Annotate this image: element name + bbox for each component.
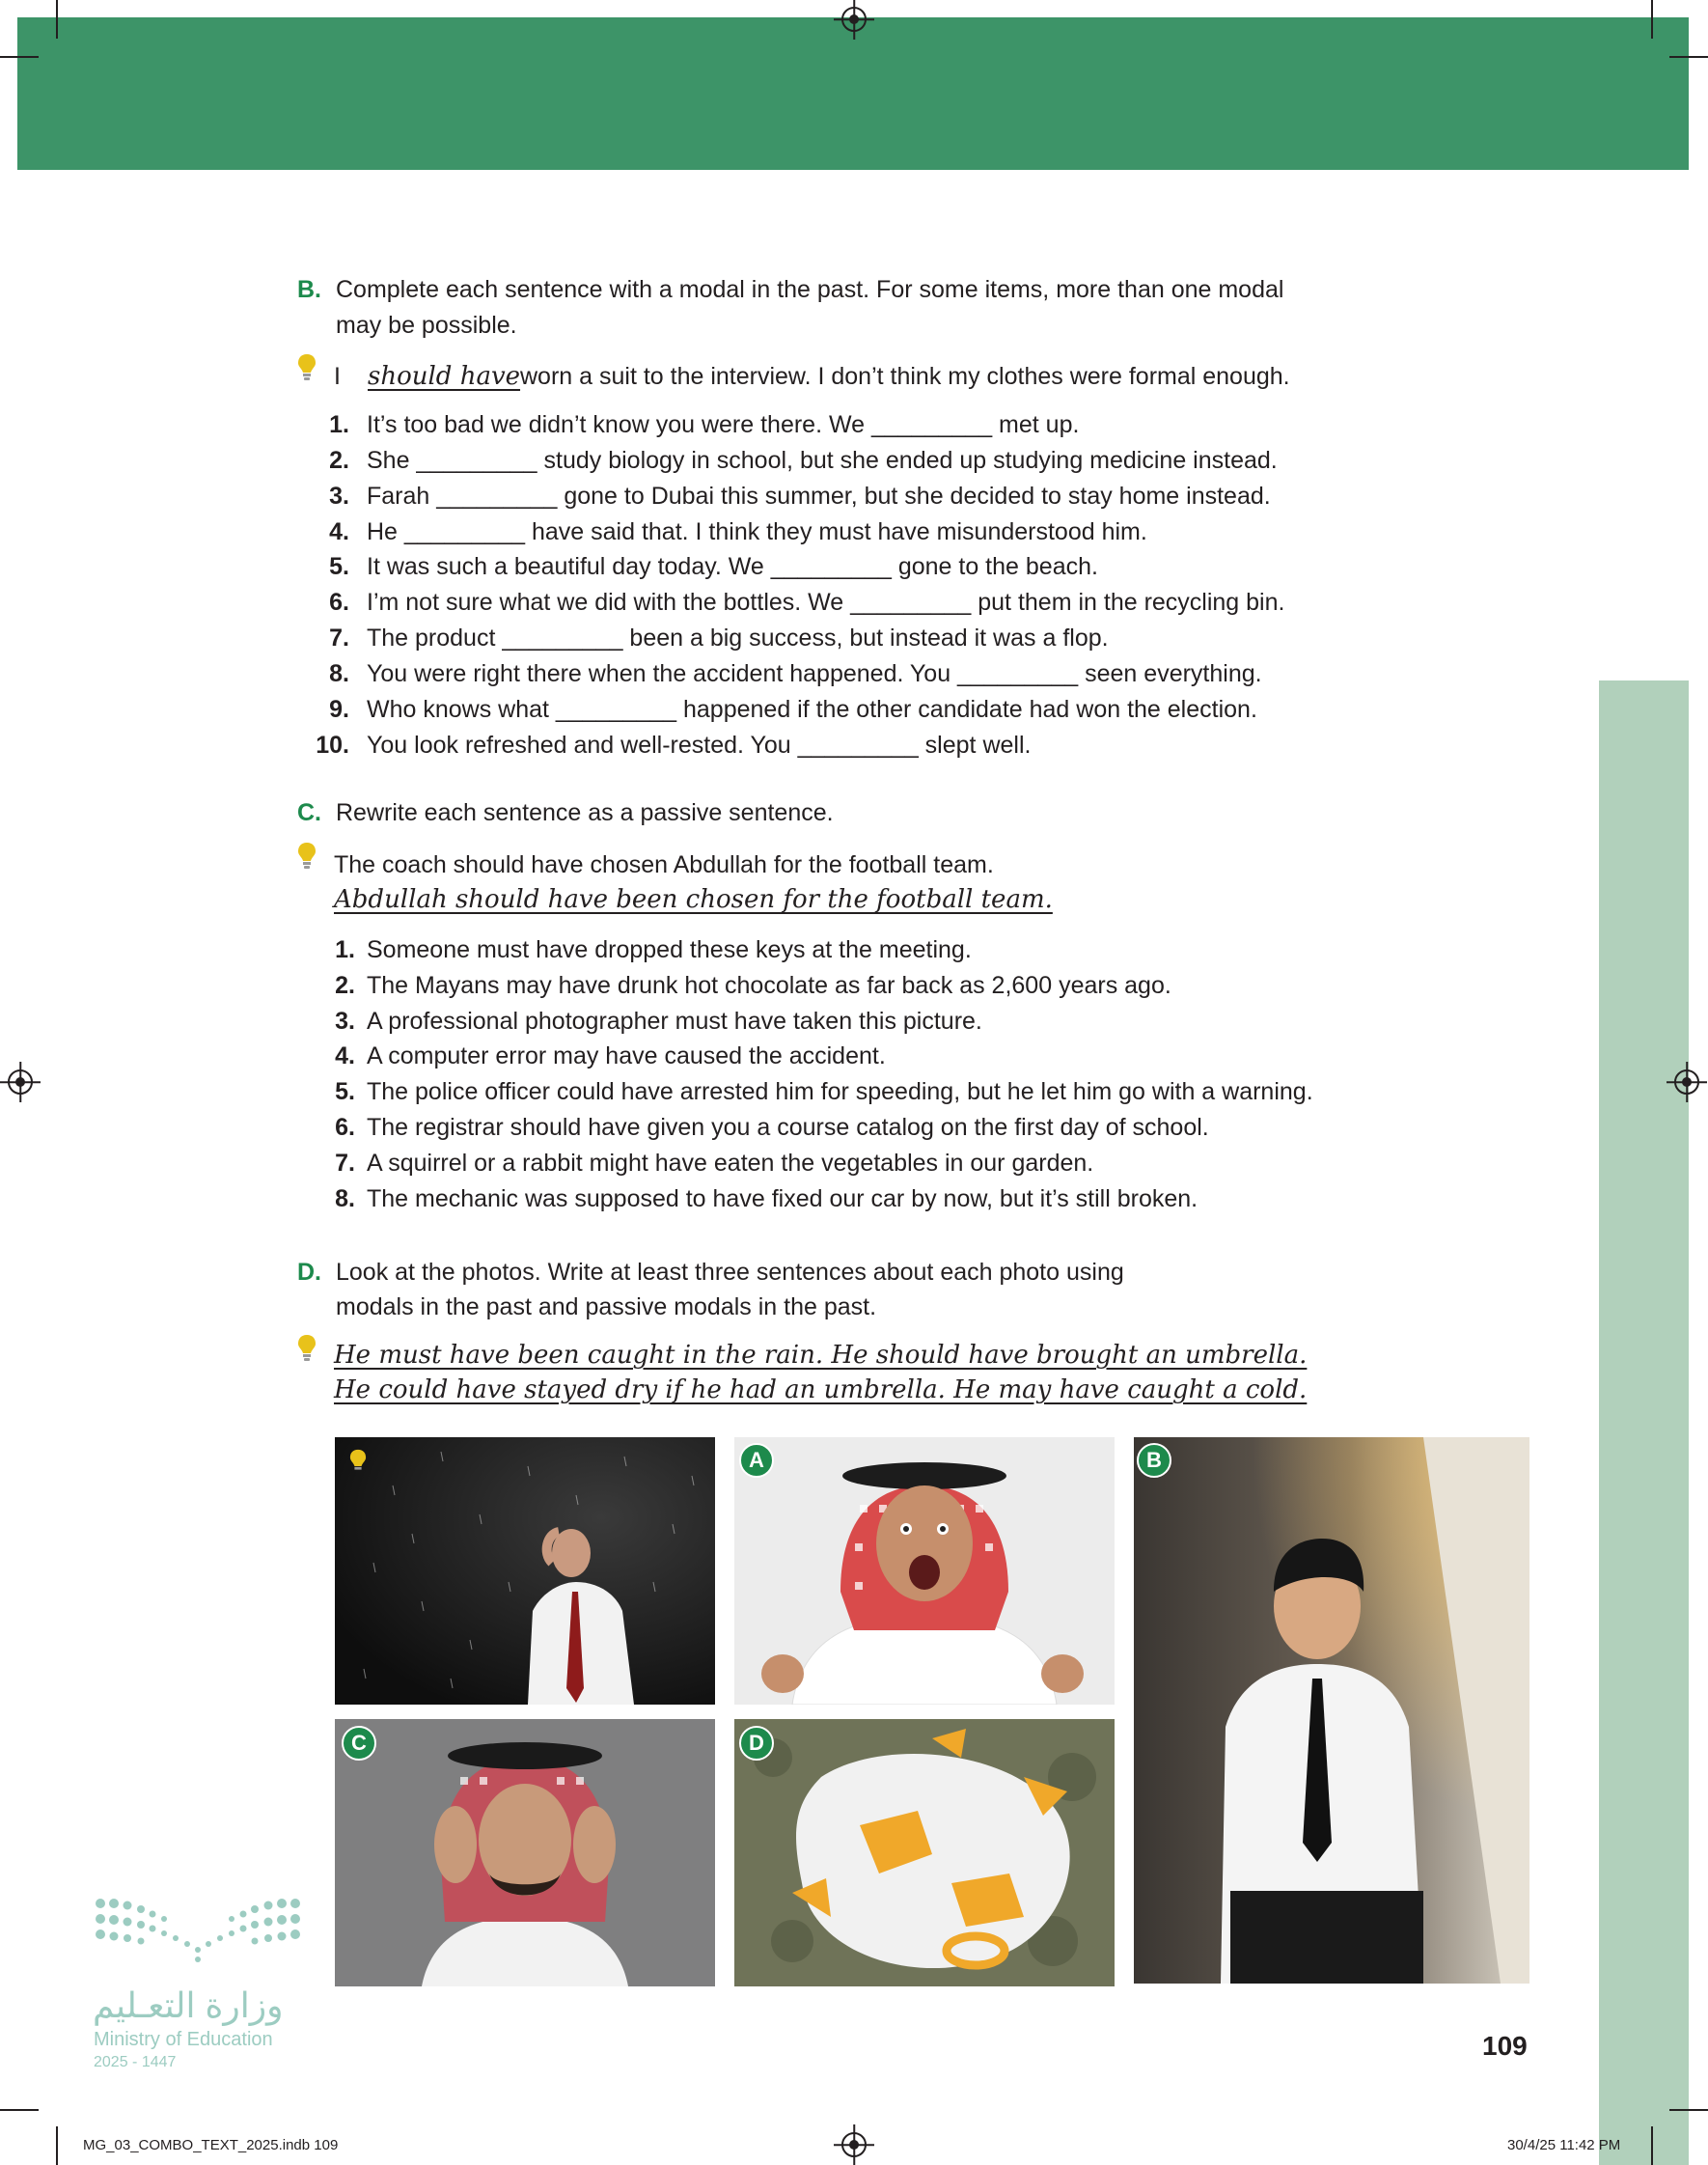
photo-label-c: C: [342, 1726, 376, 1761]
item-number: 8.: [329, 660, 349, 687]
item-number: 2.: [329, 447, 349, 474]
ministry-year: 2025 - 1447: [94, 2054, 177, 2070]
crop-mark: [1651, 2126, 1653, 2165]
item-number: 2.: [335, 972, 355, 999]
page-number: 109: [1482, 2031, 1528, 2061]
crop-mark: [0, 2109, 39, 2111]
item-number: 1.: [335, 936, 355, 963]
registration-mark-right: [1674, 1069, 1699, 1095]
lightbulb-icon: [348, 1449, 368, 1475]
exercise-item: You look refreshed and well-rested. You _________ slept well.: [367, 732, 1032, 759]
footer-file-info: MG_03_COMBO_TEXT_2025.indb 109: [83, 2137, 339, 2153]
exercise-item: He _________ have said that. I think they must have misunderstood him.: [367, 518, 1147, 545]
crop-mark: [1669, 2109, 1708, 2111]
exercise-item: A professional photographer must have taken this picture.: [367, 1008, 982, 1035]
lightbulb-icon: [296, 842, 317, 871]
section-d-letter: D.: [297, 1259, 321, 1286]
photo-c-headache-man: [335, 1719, 715, 1986]
exercise-item: The product _________ been a big success, but instead it was a flop.: [367, 625, 1109, 652]
exercise-item: A squirrel or a rabbit might have eaten the vegetables in our garden.: [367, 1150, 1094, 1177]
exercise-item: Farah _________ gone to Dubai this summer, but she decided to stay home instead.: [367, 483, 1271, 510]
exercise-item: You were right there when the accident happened. You _________ seen everything.: [367, 660, 1262, 687]
footer-date: 30/4/25 11:42 PM: [1507, 2137, 1621, 2153]
item-number: 9.: [329, 696, 349, 723]
exercise-item: Someone must have dropped these keys at the meeting.: [367, 936, 972, 963]
crop-mark: [56, 2126, 58, 2165]
item-number: 3.: [335, 1008, 355, 1035]
photo-label-a: A: [739, 1443, 774, 1478]
registration-mark-bottom: [841, 2132, 867, 2157]
photo-b-man-on-stairs: [1134, 1437, 1529, 1984]
exercise-item: I’m not sure what we did with the bottles. We _________ put them in the recycling bin.: [367, 589, 1285, 616]
exercise-item: The police officer could have arrested him for speeding, but he let him go with a warning.: [367, 1078, 1313, 1105]
ministry-name-english: Ministry of Education: [94, 2029, 273, 2050]
crop-mark: [56, 0, 58, 39]
section-b-instruction-cont: may be possible.: [336, 312, 517, 339]
section-d-instruction: Look at the photos. Write at least three sentences about each photo using: [336, 1259, 1124, 1286]
photo-a-shouting-man: [734, 1437, 1115, 1705]
exercise-item: She _________ study biology in school, but she ended up studying medicine instead.: [367, 447, 1278, 474]
registration-mark-top: [841, 7, 867, 32]
example-post: worn a suit to the interview. I don’t think my clothes were formal enough.: [520, 363, 1290, 390]
item-number: 3.: [329, 483, 349, 510]
exercise-item: The registrar should have given you a course catalog on the first day of school.: [367, 1114, 1209, 1141]
crop-mark: [1669, 56, 1708, 58]
example-pre: I: [334, 363, 341, 390]
side-color-bar: [1599, 680, 1689, 2165]
item-number: 1.: [329, 411, 349, 438]
example-answer: Abdullah should have been chosen for the football team.: [334, 885, 1053, 914]
exercise-item: The mechanic was supposed to have fixed our car by now, but it’s still broken.: [367, 1185, 1198, 1212]
section-d-instruction-cont: modals in the past and passive modals in the past.: [336, 1293, 877, 1320]
item-number: 7.: [329, 625, 349, 652]
exercise-item: It’s too bad we didn’t know you were there. We _________ met up.: [367, 411, 1080, 438]
example-answer-line: He could have stayed dry if he had an umbrella. He may have caught a cold.: [334, 1375, 1308, 1404]
example-answer: should have: [368, 362, 521, 391]
header-banner: [17, 17, 1689, 170]
photo-label-d: D: [739, 1726, 774, 1761]
item-number: 6.: [329, 589, 349, 616]
item-number: 5.: [335, 1078, 355, 1105]
photo-rain-man: [335, 1437, 715, 1705]
item-number: 5.: [329, 553, 349, 580]
section-b-letter: B.: [297, 276, 321, 303]
lightbulb-icon: [296, 1334, 317, 1363]
lightbulb-icon: [296, 353, 317, 382]
crop-mark: [0, 56, 39, 58]
item-number: 10.: [316, 732, 349, 759]
exercise-item: A computer error may have caused the accident.: [367, 1042, 886, 1069]
ministry-name-arabic: وزارة التعـليم: [93, 1985, 284, 2025]
item-number: 8.: [335, 1185, 355, 1212]
exercise-item: The Mayans may have drunk hot chocolate as far back as 2,600 years ago.: [367, 972, 1171, 999]
item-number: 4.: [329, 518, 349, 545]
photo-d-broken-mug: [734, 1719, 1115, 1986]
photo-label-b: B: [1137, 1443, 1171, 1478]
exercise-item: It was such a beautiful day today. We _________ gone to the beach.: [367, 553, 1098, 580]
item-number: 6.: [335, 1114, 355, 1141]
example-answer-line: He must have been caught in the rain. He should have brought an umbrella.: [334, 1341, 1308, 1370]
example-prompt: The coach should have chosen Abdullah for the football team.: [334, 851, 994, 878]
registration-mark-left: [8, 1069, 33, 1095]
item-number: 4.: [335, 1042, 355, 1069]
section-c-instruction: Rewrite each sentence as a passive sentence.: [336, 799, 834, 826]
section-c-letter: C.: [297, 799, 321, 826]
ministry-logo-dots-icon: [95, 1896, 302, 1968]
exercise-item: Who knows what _________ happened if the other candidate had won the election.: [367, 696, 1257, 723]
item-number: 7.: [335, 1150, 355, 1177]
section-b-instruction: Complete each sentence with a modal in the past. For some items, more than one modal: [336, 276, 1284, 303]
crop-mark: [1651, 0, 1653, 39]
